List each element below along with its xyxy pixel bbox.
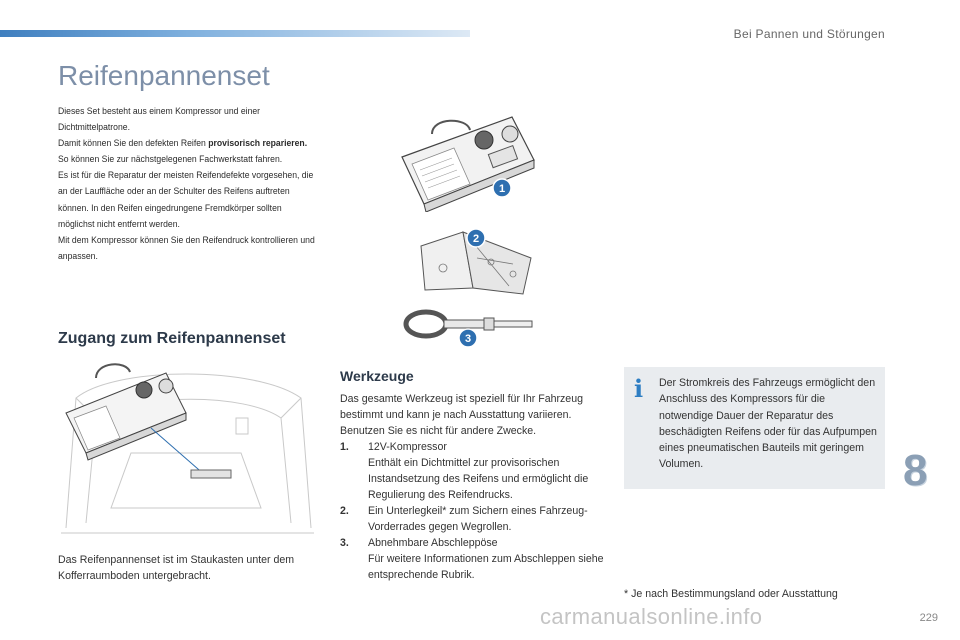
callout-2	[466, 228, 486, 248]
intro-p5: Mit dem Kompressor können Sie den Reifendruck kontrollieren und anpassen.	[58, 234, 315, 262]
tool-item-1	[340, 439, 610, 503]
intro-text	[58, 104, 319, 265]
tool-item-1-text: Enthält ein Dichtmittel zur provisorischen Instandsetzung des Reifens und ermöglicht die Regulierung des Reifendrucks.	[368, 457, 589, 501]
page-number: 229	[919, 612, 938, 624]
trunk-illustration	[56, 358, 318, 538]
intro-p2-pre: Damit können Sie den defekten Reifen	[58, 138, 209, 150]
callout-3-label: 3	[464, 333, 472, 345]
info-icon: i	[634, 374, 644, 403]
chapter-number: 8	[903, 446, 928, 495]
page-title: Reifenpannenset	[58, 60, 270, 91]
tools-section	[340, 391, 610, 583]
tool-item-3-title: Abnehmbare Abschleppöse	[368, 537, 498, 549]
footnote: * Je nach Bestimmungsland oder Ausstattung	[624, 588, 838, 600]
tool-item-3-body	[368, 535, 610, 583]
intro-p1: Dieses Set besteht aus einem Kompressor und einer Dichtmittelpatrone.	[58, 106, 261, 134]
callout-3	[458, 328, 478, 348]
access-heading: Zugang zum Reifenpannenset	[58, 330, 286, 347]
compressor-illustration	[392, 112, 542, 212]
callout-1-label: 1	[498, 183, 506, 195]
tools-heading: Werkzeuge	[340, 368, 414, 384]
header-accent-bar	[0, 30, 470, 37]
intro-p4: Es ist für die Reparatur der meisten Reifendefekte vorgesehen, die an der Lauffläche oder an der Schulter des Reifens auftreten können. In den Reifen eingedrungene Fremdkörper sollten möglichst nicht entfernt werden.	[58, 170, 314, 230]
tool-item-3-num: 3.	[340, 537, 349, 549]
tools-intro: Das gesamte Werkzeug ist speziell für Ihr Fahrzeug bestimmt und kann je nach Ausstattung variieren. Benutzen Sie es nicht für andere Zwecke.	[340, 393, 583, 437]
tool-item-1-title: 12V-Kompressor	[368, 441, 447, 453]
tool-item-2-num: 2.	[340, 505, 349, 517]
info-text: Der Stromkreis des Fahrzeugs ermöglicht den Anschluss des Kompressors für die notwendige Dauer der Reparatur des beschädigten Reifens oder für das Aufpumpen eines pneumatischen Bauteils mit geringem Volumen.	[659, 377, 877, 471]
tool-item-1-num: 1.	[340, 441, 349, 453]
tool-item-3-text: Für weitere Informationen zum Abschleppen siehe entsprechende Rubrik.	[368, 553, 604, 581]
tool-item-2-title: Ein Unterlegkeil* zum Sichern eines Fahrzeug-Vorderrades gegen Wegrollen.	[368, 505, 588, 533]
access-caption: Das Reifenpannenset ist im Staukasten unter dem Kofferraumboden untergebracht.	[58, 554, 295, 582]
tool-item-1-body	[368, 439, 610, 503]
section-title: Bei Pannen und Störungen	[733, 27, 885, 41]
info-box	[624, 367, 885, 489]
callout-1	[492, 178, 512, 198]
callout-2-label: 2	[472, 233, 480, 245]
intro-p2-bold: provisorisch reparieren.	[208, 138, 308, 150]
tool-item-2	[340, 503, 610, 535]
intro-p3: So können Sie zur nächstgelegenen Fachwerkstatt fahren.	[58, 154, 283, 166]
tool-item-3	[340, 535, 610, 583]
watermark: carmanualsonline.info	[540, 604, 763, 629]
